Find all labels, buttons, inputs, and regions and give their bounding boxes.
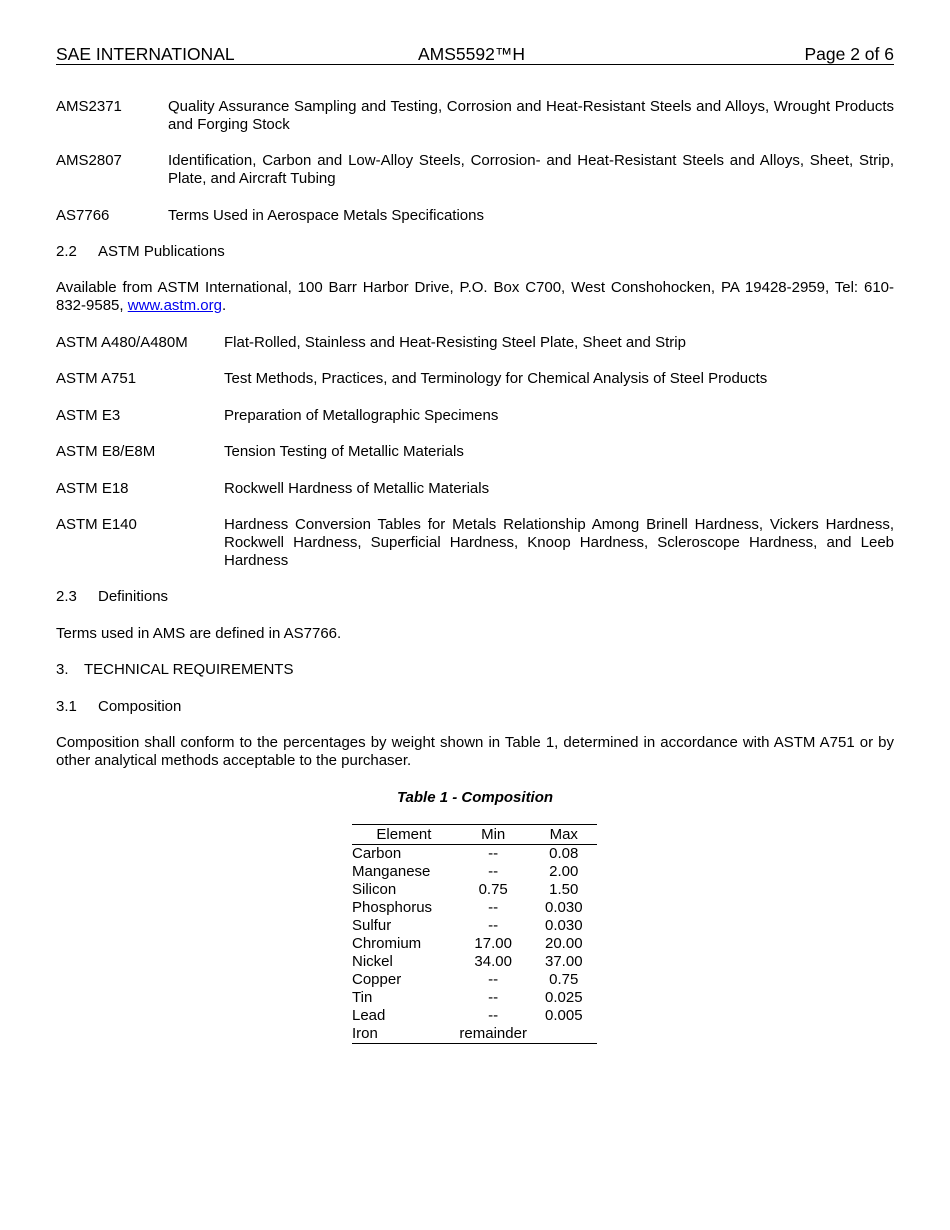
table-row: [352, 953, 597, 971]
header-page-number: Page 2 of 6: [804, 44, 894, 64]
element-min: --: [488, 845, 499, 862]
reference-title: Identification, Carbon and Low-Alloy Steels, Corrosion- and Heat-Resistant Steels and Alloys, Sheet, Strip, Plate, and Aircraft Tubing: [168, 152, 894, 187]
header-element: Element: [352, 825, 456, 845]
section-title: Definitions: [98, 588, 169, 605]
header-min: Min: [456, 825, 531, 845]
element-max: 0.030: [545, 899, 583, 916]
table-row: [352, 881, 597, 899]
table-header-row: [352, 825, 597, 845]
element-remainder: remainder: [459, 1025, 527, 1042]
composition-paragraph: Composition shall conform to the percentages by weight shown in Table 1, determined in accordance with ASTM A751 or by other analytical methods acceptable to the purchaser.: [56, 734, 894, 769]
element-name: Sulfur: [352, 917, 392, 934]
reference-entry: [56, 98, 894, 134]
table-row: [352, 971, 597, 989]
element-min: 17.00: [474, 935, 512, 952]
section-number: 2.3: [56, 588, 77, 605]
reference-title: Hardness Conversion Tables for Metals Relationship Among Brinell Hardness, Vickers Hardness, Rockwell Hardness, Superficial Hardness, Knoop Hardness, Scleroscope Hardness, and Leeb Hardness: [224, 516, 894, 569]
element-max: 0.75: [549, 971, 579, 988]
astm-website-link[interactable]: www.astm.org: [127, 297, 222, 314]
reference-code: AS7766: [56, 207, 110, 224]
availability-text: Available from ASTM International, 100 Barr Harbor Drive, P.O. Box C700, West Conshohocken, PA 19428-2959, Tel: 610-832-9585,: [56, 279, 894, 314]
reference-code: ASTM E3: [56, 407, 121, 424]
section-heading-2-2: [56, 243, 894, 261]
element-min: --: [488, 971, 499, 988]
reference-entry: [56, 516, 894, 570]
reference-code: ASTM E8/E8M: [56, 443, 156, 460]
reference-title: Tension Testing of Metallic Materials: [224, 443, 464, 460]
element-name: Nickel: [352, 953, 393, 970]
element-min: 0.75: [478, 881, 508, 898]
element-max: 0.030: [545, 917, 583, 934]
reference-code: AMS2807: [56, 152, 122, 169]
table-row: [352, 935, 597, 953]
section-heading-2-3: [56, 588, 894, 606]
reference-code: ASTM A751: [56, 370, 137, 387]
table-row-iron: [352, 1025, 597, 1044]
element-min: --: [488, 1007, 499, 1024]
element-max: 20.00: [545, 935, 583, 952]
table-row: [352, 899, 597, 917]
section-title: TECHNICAL REQUIREMENTS: [84, 661, 294, 678]
section-title: Composition: [98, 698, 182, 715]
table-row: [352, 917, 597, 935]
element-name: Manganese: [352, 863, 431, 880]
element-min: 34.00: [474, 953, 512, 970]
table-row: [352, 863, 597, 881]
element-name: Iron: [352, 1025, 378, 1042]
page-header: [56, 44, 894, 65]
header-doc-number: AMS5592™H: [418, 44, 525, 64]
section-number: 3.: [56, 661, 69, 678]
element-max: 0.005: [545, 1007, 583, 1024]
reference-entry: [56, 443, 894, 461]
element-name: Silicon: [352, 881, 397, 898]
reference-title: Flat-Rolled, Stainless and Heat-Resisting Steel Plate, Sheet and Strip: [224, 334, 686, 351]
section-heading-3: [56, 661, 894, 679]
element-max: 0.08: [549, 845, 579, 862]
section-title: ASTM Publications: [98, 243, 225, 260]
element-name: Phosphorus: [352, 899, 433, 916]
element-max: 1.50: [549, 881, 579, 898]
section-heading-3-1: [56, 698, 894, 716]
element-min: --: [488, 989, 499, 1006]
element-min: --: [488, 899, 499, 916]
element-max: 37.00: [545, 953, 583, 970]
element-name: Carbon: [352, 845, 402, 862]
element-max: 2.00: [549, 863, 579, 880]
header-max: Max: [531, 825, 597, 845]
table-row: [352, 1007, 597, 1025]
header-org: SAE INTERNATIONAL: [56, 44, 235, 64]
element-max: 0.025: [545, 989, 583, 1006]
element-name: Chromium: [352, 935, 422, 952]
element-name: Copper: [352, 971, 402, 988]
reference-code: ASTM A480/A480M: [56, 334, 188, 351]
reference-title: Terms Used in Aerospace Metals Specifications: [168, 207, 484, 224]
astm-availability-paragraph: [56, 279, 894, 315]
reference-entry: [56, 370, 894, 388]
reference-entry: [56, 407, 894, 425]
reference-title: Rockwell Hardness of Metallic Materials: [224, 480, 490, 497]
reference-title: Test Methods, Practices, and Terminology for Chemical Analysis of Steel Products: [224, 370, 768, 387]
reference-entry: [56, 152, 894, 188]
reference-title: Preparation of Metallographic Specimens: [224, 407, 499, 424]
element-name: Tin: [352, 989, 373, 1006]
table-title: Table 1 - Composition: [396, 789, 554, 806]
element-name: Lead: [352, 1007, 386, 1024]
element-min: --: [488, 917, 499, 934]
reference-code: AMS2371: [56, 98, 122, 115]
reference-entry: [56, 480, 894, 498]
table-row: [352, 845, 597, 864]
definitions-paragraph: Terms used in AMS are defined in AS7766.: [56, 625, 342, 642]
availability-period: .: [221, 297, 227, 314]
table-row: [352, 989, 597, 1007]
reference-code: ASTM E18: [56, 480, 129, 497]
element-min: --: [488, 863, 499, 880]
section-number: 3.1: [56, 698, 77, 715]
reference-entry: [56, 207, 894, 225]
reference-title: Quality Assurance Sampling and Testing, Corrosion and Heat-Resistant Steels and Alloys, Wrought Products and Forging Stock: [168, 98, 894, 133]
section-number: 2.2: [56, 243, 77, 260]
reference-entry: [56, 334, 894, 352]
reference-code: ASTM E140: [56, 516, 137, 533]
composition-table: [352, 824, 597, 1044]
